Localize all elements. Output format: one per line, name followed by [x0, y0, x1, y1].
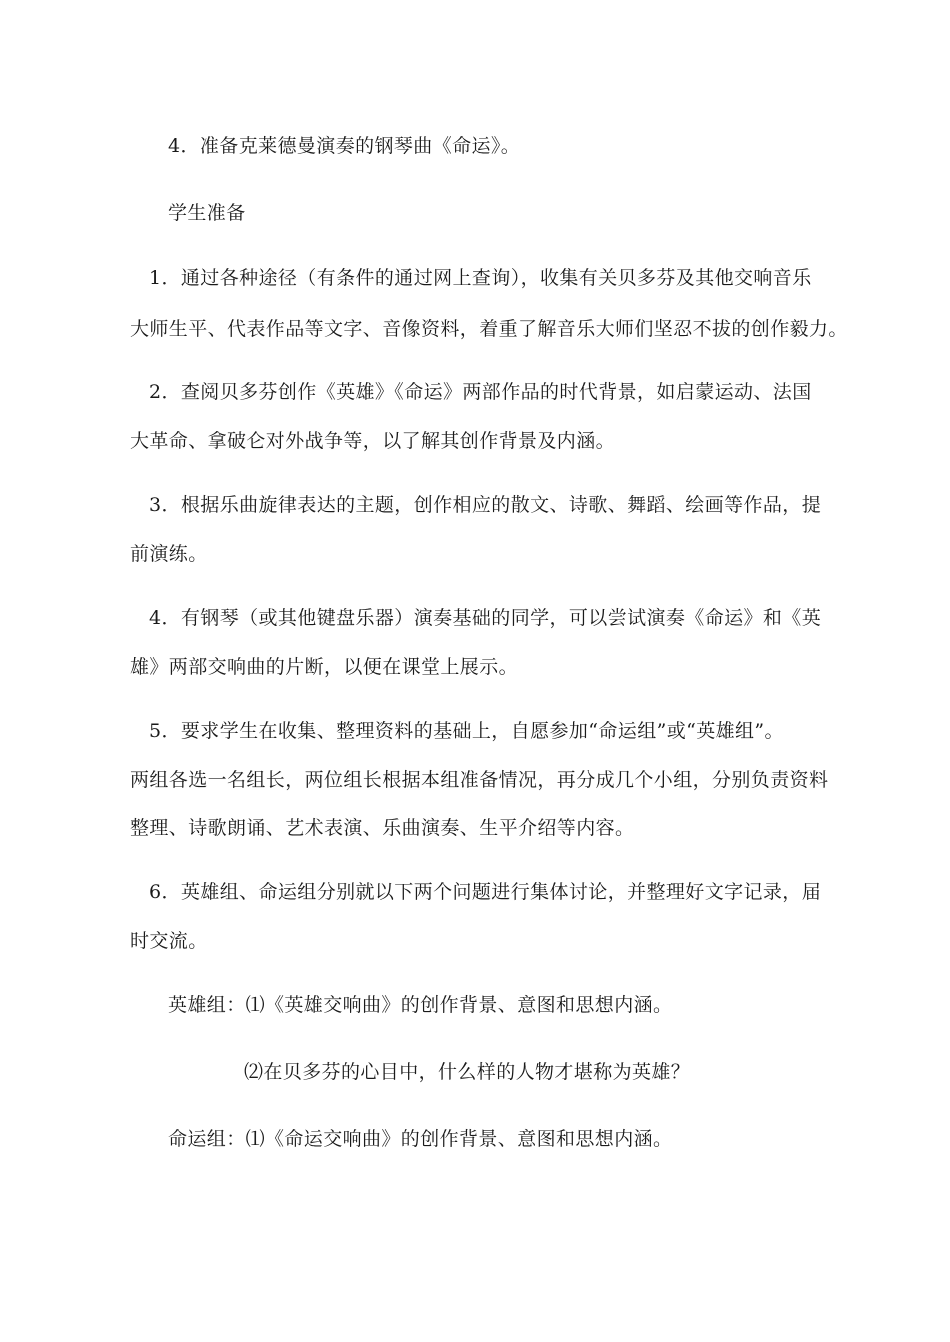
student-item-6-line-2: 时交流。 [130, 930, 208, 952]
hero-group-question-1: 英雄组：⑴《英雄交响曲》的创作背景、意图和思想内涵。 [168, 994, 673, 1016]
student-item-2-line-1: 2．查阅贝多芬创作《英雄》《命运》两部作品的时代背景，如启蒙运动、法国 [149, 381, 812, 403]
hero-group-question-2: ⑵在贝多芬的心目中，什么样的人物才堪称为英雄？ [244, 1061, 691, 1083]
student-item-5-line-2: 两组各选一名组长，两位组长根据本组准备情况，再分成几个小组，分别负责资料 [130, 769, 829, 791]
student-item-4-line-2: 雄》两部交响曲的片断，以便在课堂上展示。 [130, 656, 519, 678]
student-item-1-line-1: 1．通过各种途径（有条件的通过网上查询），收集有关贝多芬及其他交响音乐 [149, 267, 812, 289]
student-prep-heading: 学生准备 [168, 202, 246, 224]
student-item-5-line-1: 5．要求学生在收集、整理资料的基础上，自愿参加“命运组”或“英雄组”。 [149, 720, 784, 742]
student-item-3-line-1: 3．根据乐曲旋律表达的主题，创作相应的散文、诗歌、舞蹈、绘画等作品，提 [149, 494, 822, 516]
student-item-4-line-1: 4．有钢琴（或其他键盘乐器）演奏基础的同学，可以尝试演奏《命运》和《英 [149, 607, 822, 629]
teacher-prep-item-4: 4．准备克莱德曼演奏的钢琴曲《命运》。 [168, 135, 521, 157]
student-item-5-line-3: 整理、诗歌朗诵、艺术表演、乐曲演奏、生平介绍等内容。 [130, 817, 635, 839]
student-item-3-line-2: 前演练。 [130, 543, 208, 565]
student-item-6-line-1: 6．英雄组、命运组分别就以下两个问题进行集体讨论，并整理好文字记录，届 [149, 881, 822, 903]
fate-group-question-1: 命运组：⑴《命运交响曲》的创作背景、意图和思想内涵。 [168, 1128, 673, 1150]
student-item-1-line-2: 大师生平、代表作品等文字、音像资料，着重了解音乐大师们坚忍不拔的创作毅力。 [130, 318, 848, 340]
student-item-2-line-2: 大革命、拿破仑对外战争等，以了解其创作背景及内涵。 [130, 430, 616, 452]
